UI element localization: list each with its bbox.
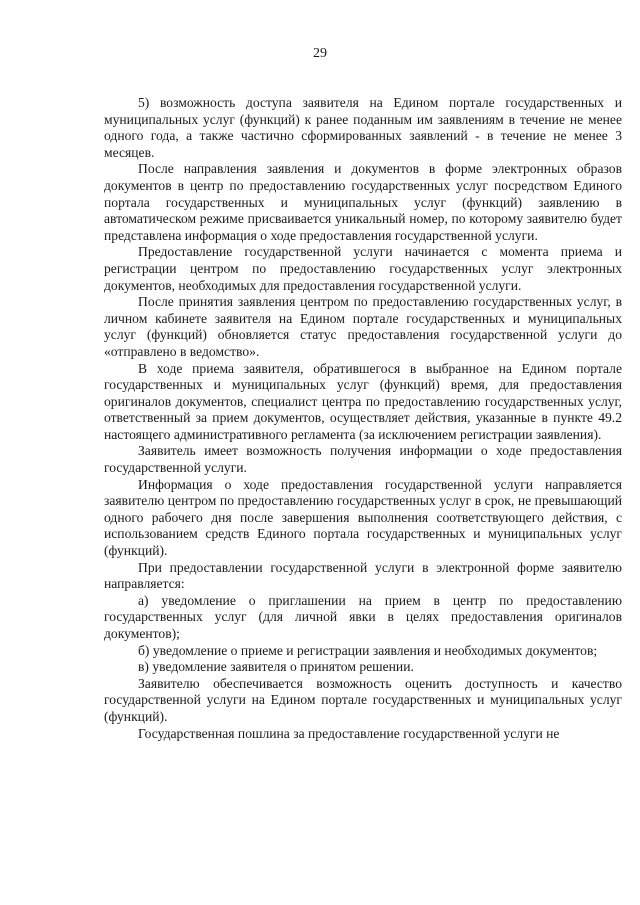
- paragraph: Предоставление государственной услуги начинается с момента приема и регистрации центром по предоставлению государственных услуг электронных документов, необходимых для предоставления государственной услуги.: [104, 244, 622, 293]
- list-item: а) уведомление о приглашении на прием в центр по предоставлению государственных услуг (для личной явки в целях предоставления оригиналов документов);: [104, 592, 622, 641]
- paragraph: В ходе приема заявителя, обратившегося в выбранное на Едином портале государственных и муниципальных услуг (функций) время, для предоставления оригиналов документов, специалист центра по предоставлению государственных услуг, ответственный за прием документов, осуществляет действия, указанные в пункте 49.2 настоящего административного регламента (за исключением регистрации заявления).: [104, 360, 622, 442]
- paragraph: Заявителю обеспечивается возможность оценить доступность и качество государственной услуги на Едином портале государственных и муниципальных услуг (функций).: [104, 675, 622, 724]
- page-number: 29: [313, 46, 327, 61]
- paragraph: Информация о ходе предоставления государственной услуги направляется заявителю центром по предоставлению государственных услуг в срок, не превышающий одного рабочего дня после завершения выполнения соответствующего действия, с использованием средств Единого портала государственных и муниципальных услуг (функций).: [104, 476, 622, 559]
- paragraph: Заявитель имеет возможность получения информации о ходе предоставления государственной услуги.: [104, 443, 622, 476]
- paragraph: При предоставлении государственной услуги в электронной форме заявителю направляется:: [104, 559, 622, 592]
- paragraph: После принятия заявления центром по предоставлению государственных услуг, в личном кабинете заявителя на Едином портале государственных и муниципальных услуг (функций) обновляется статус предоставления государственной услуги до «отправлено в ведомство».: [104, 294, 622, 359]
- paragraph: 5) возможность доступа заявителя на Едином портале государственных и муниципальных услуг (функций) к ранее поданным им заявлениям в течение не менее одного года, а также частично сформированных заявлений - в течение не менее 3 месяцев.: [104, 95, 622, 160]
- list-item: б) уведомление о приеме и регистрации заявления и необходимых документов;: [138, 642, 598, 658]
- paragraph: Государственная пошлина за предоставление государственной услуги не: [138, 725, 560, 741]
- paragraph: После направления заявления и документов в форме электронных образов документов в центр по предоставлению государственных услуг посредством Единого портала государственных и муниципальных услуг (функций) заявлению в автоматическом режиме присваивается уникальный номер, по которому заявителю будет представлена информация о ходе предоставления государственной услуги.: [104, 161, 622, 243]
- list-item: в) уведомление заявителя о принятом решении.: [138, 659, 414, 675]
- document-body: [104, 95, 622, 742]
